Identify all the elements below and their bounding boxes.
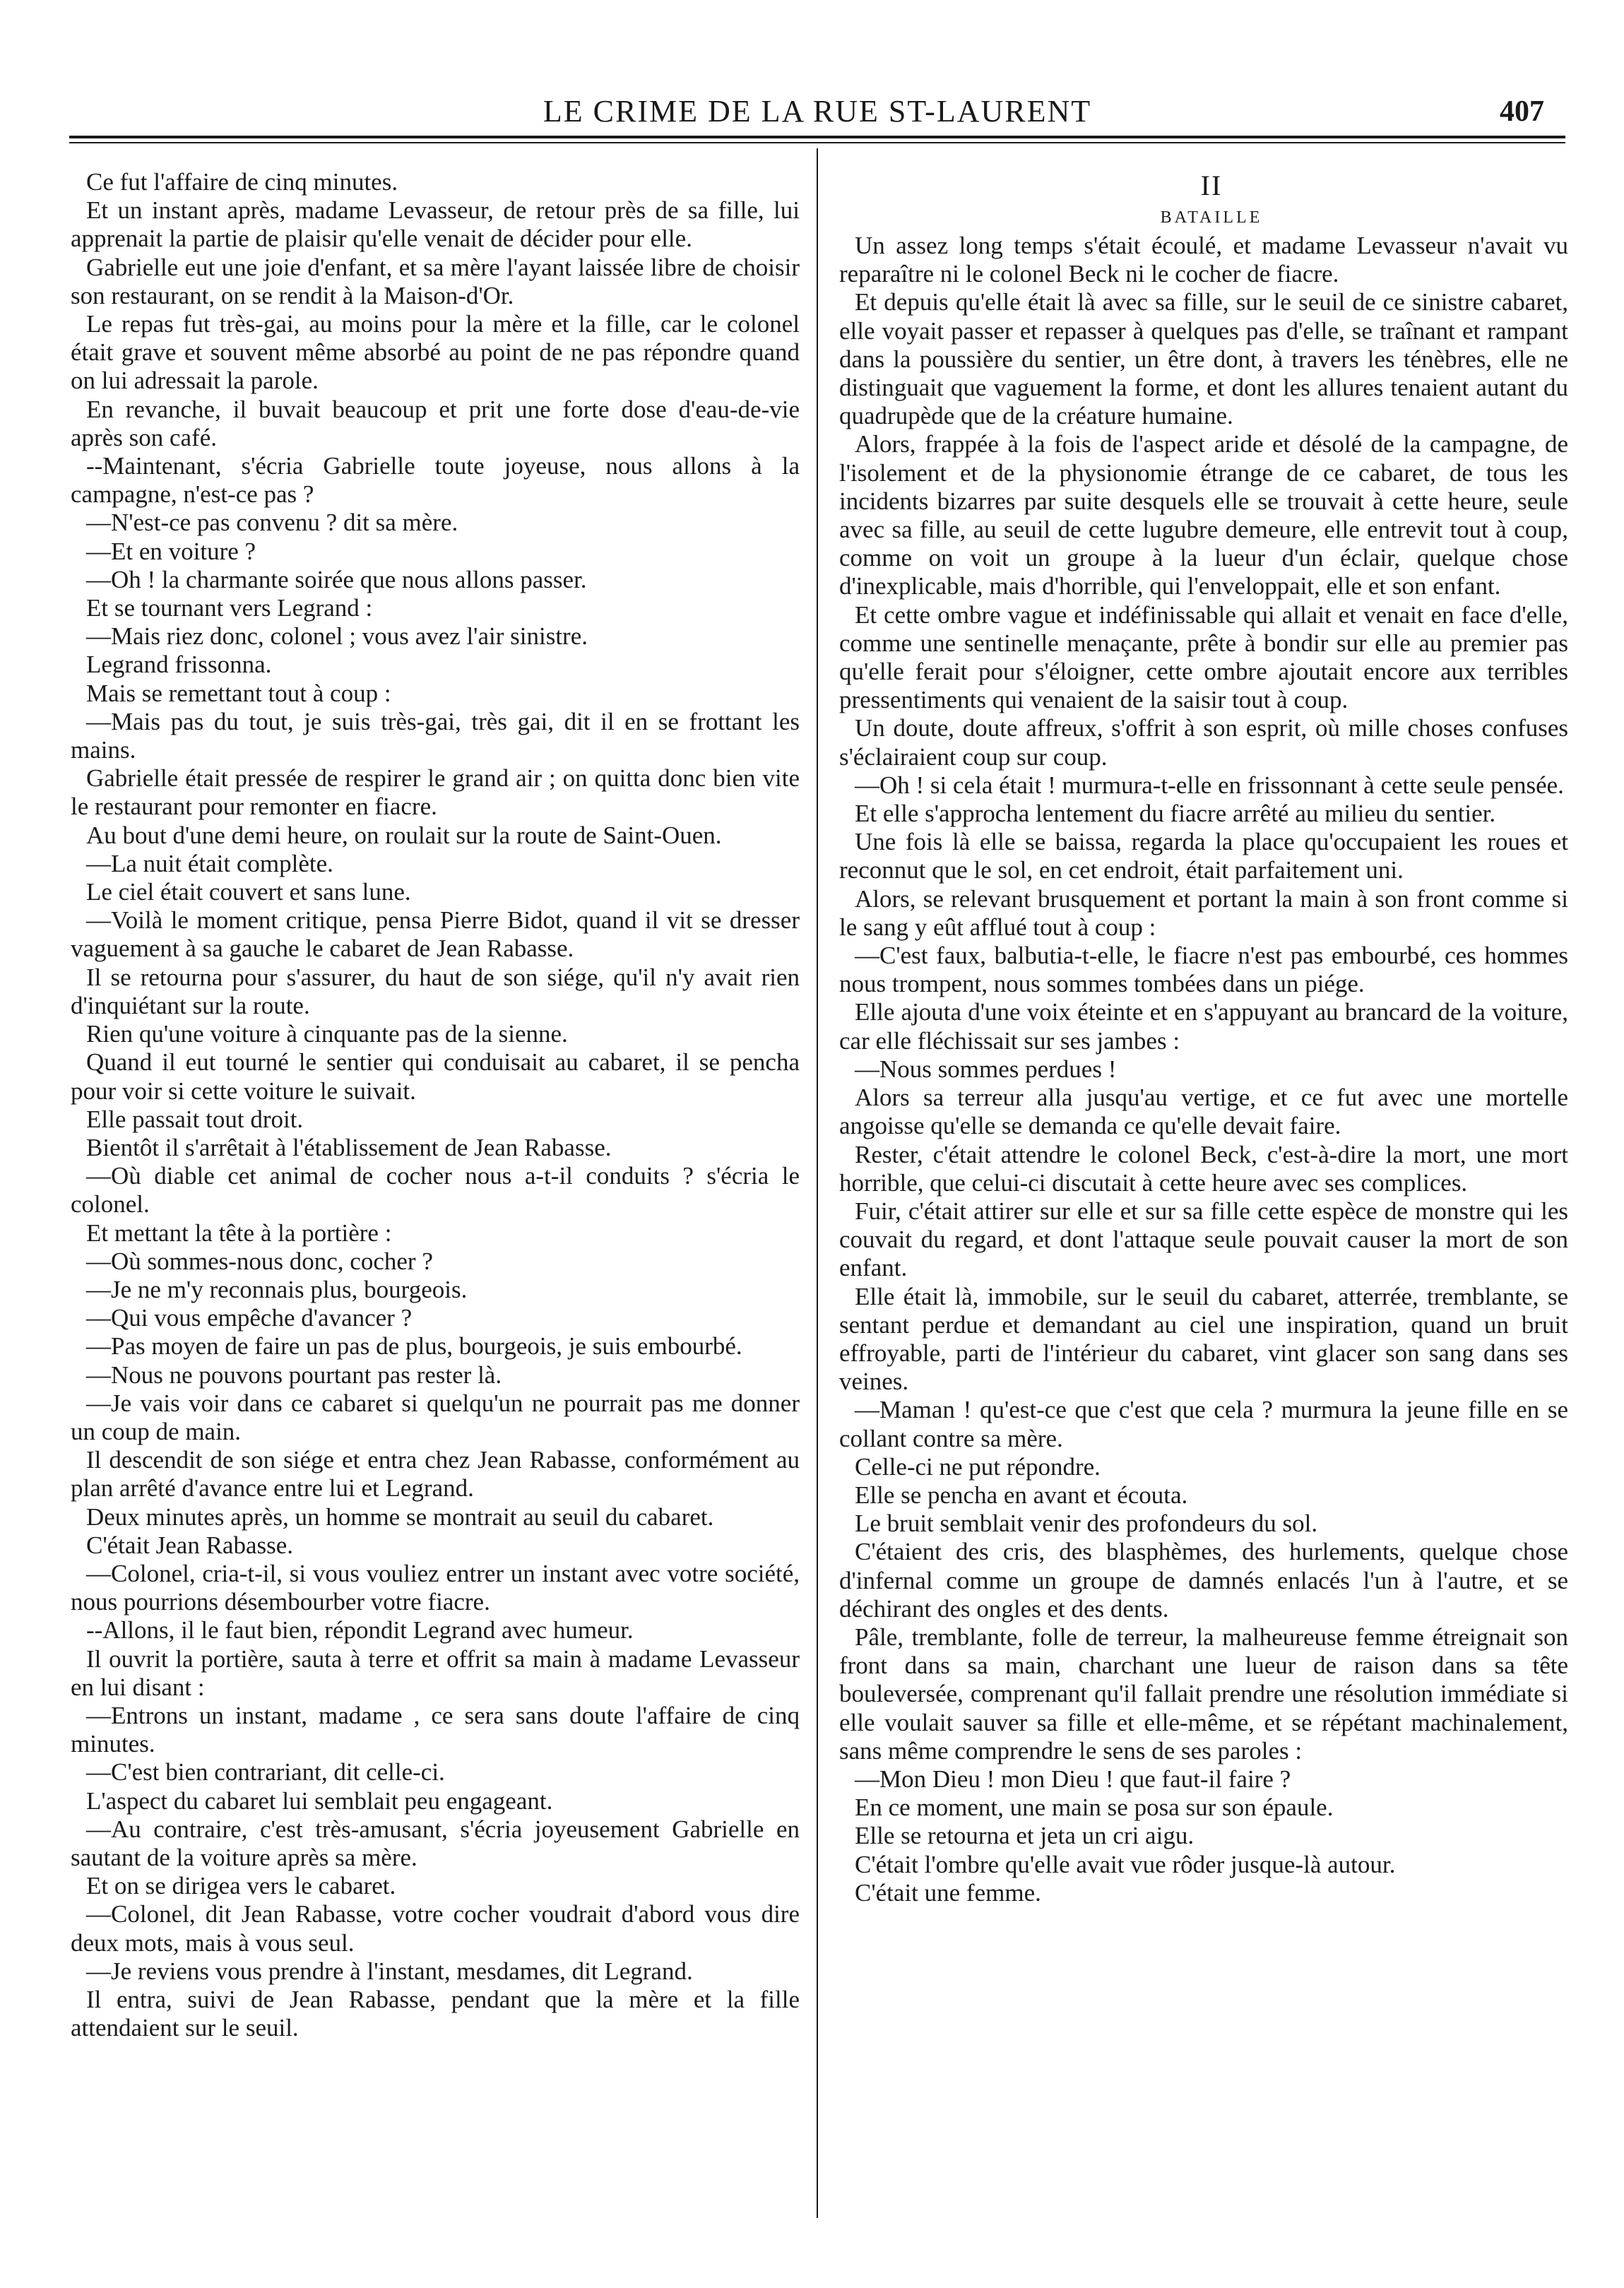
paragraph: —Mais riez donc, colonel ; vous avez l'air sinistre. [86,622,588,651]
paragraph: —Qui vous empêche d'avancer ? [86,1304,413,1332]
paragraph: Rien qu'une voiture à cinquante pas de la sienne. [86,1020,568,1048]
chapter-title: BATAILLE [1160,208,1263,227]
paragraph: Le repas fut très-gai, au moins pour la mère et la fille, car le colonel était grave et souvent même absorbé au point de ne pas répondre quand on lui adressait la parole. [71,310,800,395]
paragraph: Un assez long temps s'était écoulé, et madame Levasseur n'avait vu reparaître ni le colonel Beck ni le cocher de fiacre. [839,232,1568,288]
paragraph: —Oh ! si cela était ! murmura-t-elle en frissonnant à cette seule pensée. [855,771,1564,799]
running-head [69,90,1565,141]
paragraph: —Pas moyen de faire un pas de plus, bourgeois, je suis embourbé. [86,1332,742,1361]
paragraph: En ce moment, une main se posa sur son épaule. [855,1794,1334,1822]
paragraph: —Au contraire, c'est très-amusant, s'écria joyeusement Gabrielle en sautant de la voiture après sa mère. [71,1815,800,1871]
paragraph: —Je vais voir dans ce cabaret si quelqu'un ne pourrait pas me donner un coup de main. [71,1389,800,1445]
paragraph: —Et en voiture ? [86,537,256,565]
paragraph: Alors, frappée à la fois de l'aspect aride et désolé de la campagne, de l'isolement et de la physionomie étrange de ce cabaret, de tous les incidents bizarres par suite desquels elle se trouvait à cette heure, seule avec sa fille, au seuil de cette lugubre demeure, elle entrevit tout à coup, comme on voit un groupe à la lueur d'un éclair, quelque chose d'inexplicable, mais d'horrible, qui l'enveloppait, elle et son enfant. [839,430,1568,600]
paragraph: Fuir, c'était attirer sur elle et sur sa fille cette espèce de monstre qui les couvait du regard, et dont l'attaque seule pouvait causer la mort de son enfant. [839,1197,1568,1282]
paragraph: —Maman ! qu'est-ce que c'est que cela ? murmura la jeune fille en se collant contre sa mère. [839,1396,1568,1452]
paragraph: Gabrielle eut une joie d'enfant, et sa mère l'ayant laissée libre de choisir son restaurant, on se rendit à la Maison-d'Or. [71,253,800,309]
paragraph: Elle se retourna et jeta un cri aigu. [855,1822,1195,1850]
paragraph: Un doute, doute affreux, s'offrit à son esprit, où mille choses confuses s'éclairaient coup sur coup. [839,714,1568,771]
paragraph: Elle passait tout droit. [86,1105,304,1133]
paragraph: C'étaient des cris, des blasphèmes, des hurlements, quelque chose d'infernal comme un groupe de damnés enlacés l'un à l'autre, et se déchirant des ongles et des dents. [839,1538,1568,1623]
paragraph: --Allons, il le faut bien, répondit Legrand avec humeur. [86,1616,634,1644]
paragraph: Elle était là, immobile, sur le seuil du cabaret, atterrée, tremblante, se sentant perdue et demandant au ciel une inspiration, quand un bruit effroyable, parti de l'intérieur du cabaret, vint glacer son sang dans ses veines. [839,1282,1568,1396]
paragraph: Gabrielle était pressée de respirer le grand air ; on quitta donc bien vite le restaurant pour remonter en fiacre. [71,764,800,821]
paragraph: Elle se pencha en avant et écouta. [855,1481,1188,1509]
left-column [71,168,800,2042]
paragraph: Ce fut l'affaire de cinq minutes. [86,168,398,196]
paragraph: —Où diable cet animal de cocher nous a-t-il conduits ? s'écria le colonel. [71,1162,800,1219]
paragraph: Et mettant la tête à la portière : [86,1219,392,1247]
paragraph: —C'est bien contrariant, dit celle-ci. [86,1758,445,1786]
paragraph: —Nous ne pouvons pourtant pas rester là. [86,1361,502,1389]
paragraph: —Mais pas du tout, je suis très-gai, très gai, dit il en se frottant les mains. [71,707,800,764]
paragraph: Il ouvrit la portière, sauta à terre et offrit sa main à madame Levasseur en lui disant : [71,1644,800,1701]
paragraph: Celle-ci ne put répondre. [855,1452,1101,1481]
paragraph: Legrand frissonna. [86,651,272,679]
paragraph: C'était l'ombre qu'elle avait vue rôder jusque-là autour. [855,1850,1396,1878]
paragraph: Le bruit semblait venir des profondeurs du sol. [855,1510,1318,1538]
paragraph: En revanche, il buvait beaucoup et prit une forte dose d'eau-de-vie après son café. [71,395,800,451]
paragraph: Le ciel était couvert et sans lune. [86,878,411,906]
paragraph: Il se retourna pour s'assurer, du haut de son siége, qu'il n'y avait rien d'inquiétant sur la route. [71,963,800,1019]
paragraph: —Nous sommes perdues ! [855,1055,1117,1083]
paragraph: Et elle s'approcha lentement du fiacre arrêté au milieu du sentier. [855,800,1496,828]
paragraph: Alors, se relevant brusquement et portant la main à son front comme si le sang y eût afflué tout à coup : [839,884,1568,941]
paragraph: L'aspect du cabaret lui semblait peu engageant. [86,1786,553,1815]
paragraph: Et un instant après, madame Levasseur, de retour près de sa fille, lui apprenait la partie de plaisir qu'elle venait de décider pour elle. [71,196,800,253]
paragraph: Mais se remettant tout à coup : [86,679,391,707]
paragraph: —Voilà le moment critique, pensa Pierre Bidot, quand il vit se dresser vaguement à sa gauche le cabaret de Jean Rabasse. [71,906,800,963]
paragraph: Au bout d'une demi heure, on roulait sur la route de Saint-Ouen. [86,821,722,849]
page-number: 407 [1500,95,1544,128]
paragraph: —Je reviens vous prendre à l'instant, mesdames, dit Legrand. [86,1957,693,1985]
paragraph: —C'est faux, balbutia-t-elle, le fiacre n'est pas embourbé, ces hommes nous trompent, nous sommes tombées dans un piége. [839,942,1568,998]
paragraph: Il descendit de son siége et entra chez Jean Rabasse, conformément au plan arrêté d'avance entre lui et Legrand. [71,1446,800,1502]
right-column-text [839,232,1568,1907]
paragraph: Et on se dirigea vers le cabaret. [86,1872,396,1900]
paragraph: Bientôt il s'arrêtait à l'établissement de Jean Rabasse. [86,1133,612,1161]
paragraph: Elle ajouta d'une voix éteinte et en s'appuyant au brancard de la voiture, car elle fléchissait sur ses jambes : [839,998,1568,1055]
paragraph: —La nuit était complète. [86,849,333,877]
paragraph: Et depuis qu'elle était là avec sa fille, sur le seuil de ce sinistre cabaret, elle voyait passer et repasser à quelques pas d'elle, se traînant et rampant dans la poussière du sentier, un être dont, à travers les ténèbres, elle ne distinguait que vaguement la forme, et dont les allures tenaient autant du quadrupède que de la créature humaine. [839,288,1568,430]
paragraph: —Oh ! la charmante soirée que nous allons passer. [86,565,587,593]
paragraph: —Colonel, cria-t-il, si vous vouliez entrer un instant avec votre société, nous pourrions désembourber votre fiacre. [71,1559,800,1616]
paragraph: —N'est-ce pas convenu ? dit sa mère. [86,509,458,537]
paragraph: —Je ne m'y reconnais plus, bourgeois. [86,1275,468,1303]
running-title: LE CRIME DE LA RUE ST-LAURENT [543,94,1092,129]
paragraph: —Entrons un instant, madame , ce sera sans doute l'affaire de cinq minutes. [71,1701,800,1758]
paragraph: —Colonel, dit Jean Rabasse, votre cocher voudrait d'abord vous dire deux mots, mais à vous seul. [71,1900,800,1957]
paragraph: Et se tournant vers Legrand : [86,594,373,622]
paragraph: Rester, c'était attendre le colonel Beck, c'est-à-dire la mort, une mort horrible, que celui-ci discutait à cette heure avec ses complices. [839,1140,1568,1197]
header-rule [69,136,1565,138]
paragraph: Deux minutes après, un homme se montrait au seuil du cabaret. [86,1502,714,1531]
paragraph: —Où sommes-nous donc, cocher ? [86,1247,433,1275]
chapter-number: II [1200,170,1223,201]
paragraph: --Maintenant, s'écria Gabrielle toute joyeuse, nous allons à la campagne, n'est-ce pas ? [71,452,800,509]
paragraph: C'était une femme. [855,1878,1041,1907]
header-rule-thin [69,142,1565,143]
paragraph: C'était Jean Rabasse. [86,1531,294,1559]
paragraph: Alors sa terreur alla jusqu'au vertige, et ce fut avec une mortelle angoisse qu'elle se demanda ce qu'elle devait faire. [839,1084,1568,1140]
paragraph: Quand il eut tourné le sentier qui conduisait au cabaret, il se pencha pour voir si cette voiture le suivait. [71,1048,800,1105]
paragraph: Une fois là elle se baissa, regarda la place qu'occupaient les roues et reconnut que le sol, en cet endroit, était parfaitement uni. [839,828,1568,884]
paragraph: —Mon Dieu ! mon Dieu ! que faut-il faire ? [855,1765,1291,1793]
paragraph: Il entra, suivi de Jean Rabasse, pendant que la mère et la fille attendaient sur le seuil. [71,1986,800,2042]
paragraph: Et cette ombre vague et indéfinissable qui allait et venait en face d'elle, comme une sentinelle menaçante, prête à bondir sur elle au premier pas qu'elle ferait pour s'éloigner, cette ombre ajoutait encore aux terribles pressentiments qui venaient de la saisir tout à coup. [839,600,1568,714]
paragraph: Pâle, tremblante, folle de terreur, la malheureuse femme étreignait son front dans sa main, charchant une lueur de raison dans sa tête bouleversée, comprenant qu'il fallait prendre une résolution immédiate si elle voulait sauver sa fille et elle-même, et se répétant machinalement, sans même comprendre le sens de ses paroles : [839,1623,1568,1765]
column-divider [817,148,818,2218]
right-column [839,168,1568,1907]
